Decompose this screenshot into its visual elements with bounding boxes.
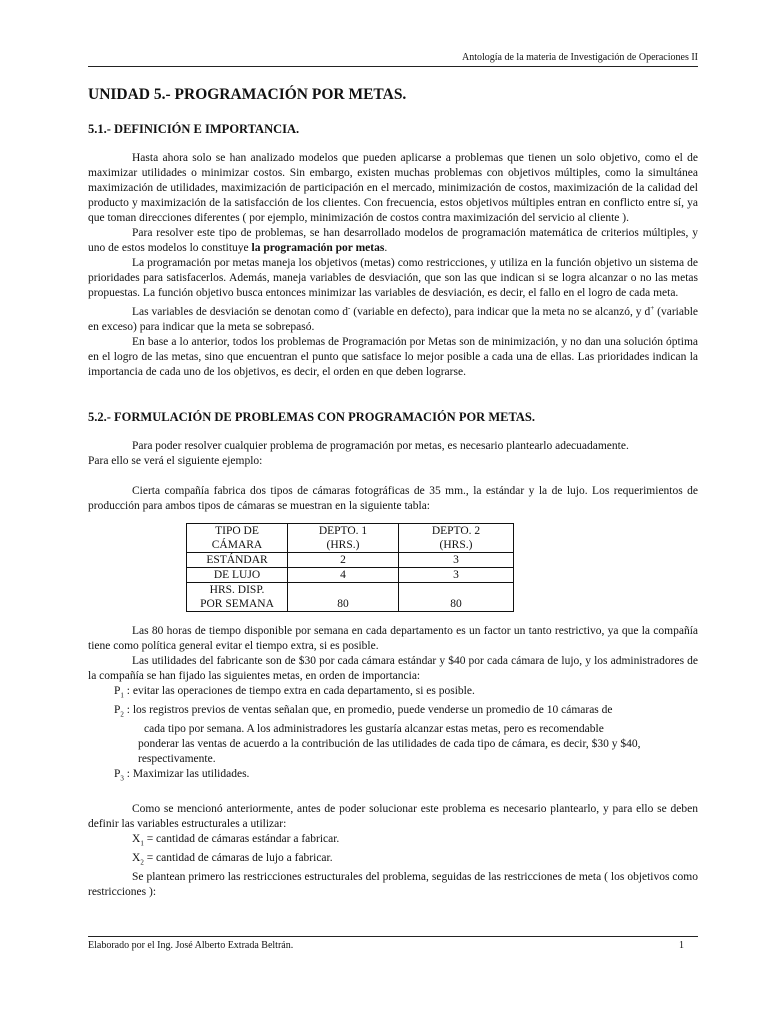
- camera-requirements-table: [186, 523, 514, 612]
- paragraph-text: Para resolver este tipo de problemas, se han desarrollado modelos de programación matemática de criterios múltiples, y uno de estos modelos lo constituye: [88, 227, 698, 254]
- paragraph: Las 80 horas de tiempo disponible por semana en cada departamento es un factor un tanto restrictivo, ya que la compañía tiene como política general evitar el tiempo extra, si es posible.: [88, 624, 698, 652]
- table-cell: ESTÁNDAR: [187, 552, 288, 567]
- table-cell: 3: [399, 567, 514, 582]
- table-row: [187, 582, 514, 611]
- paragraph-text: Las variables de desviación se denotan como d: [132, 305, 348, 318]
- goal-continuation: cada tipo por semana. A los administradores les gustaría alcanzar estas metas, pero es recomendable: [144, 723, 604, 736]
- section-heading-5-1: 5.1.- DEFINICIÓN E IMPORTANCIA.: [88, 122, 300, 136]
- superscript: -: [347, 304, 351, 312]
- running-header: Antología de la materia de Investigación de Operaciones II: [88, 52, 698, 67]
- goal-item: $P_1$ : evitar las operaciones de tiempo extra en cada departamento, si es posible.: [114, 684, 475, 700]
- goal-continuation: ponderar las ventas de acuerdo a la contribución de las utilidades de cada tipo de cámara, es decir, $30 y $40,: [138, 738, 641, 751]
- table-cell: 3: [399, 552, 514, 567]
- paragraph-text: (variable en defecto), para indicar que la meta no se alcanzó, y d: [350, 305, 651, 318]
- paragraph: [88, 301, 698, 335]
- unit-title: UNIDAD 5.- PROGRAMACIÓN POR METAS.: [88, 86, 407, 103]
- paragraph: La programación por metas maneja los objetivos (metas) como restricciones, y utiliza en la función objetivo un sistema de prioridades para satisfacerlos. Además, maneja variables de desviación, que son las que indican si se logra alcanzar o no las metas propuestas. La función objetivo busca entonces minimizar las variables de desviación, es decir, el fallo en el logro de cada meta.: [88, 257, 698, 299]
- paragraph: Para ello se verá el siguiente ejemplo:: [88, 454, 263, 467]
- table-row: [187, 567, 514, 582]
- paragraph: Como se mencionó anteriormente, antes de poder solucionar este problema es necesario plantearlo, y para ello se deben definir las variables estructurales a utilizar:: [88, 802, 698, 830]
- goal-item: $P_2$ : los registros previos de ventas señalan que, en promedio, puede venderse un promedio de 10 cámaras de: [114, 704, 613, 719]
- section-heading-5-2: 5.2.- FORMULACIÓN DE PROBLEMAS CON PROGRAMACIÓN POR METAS.: [88, 409, 535, 424]
- document-body: [88, 86, 698, 900]
- table-header-cell: DEPTO. 1 (HRS.): [288, 523, 399, 552]
- table-header-cell: DEPTO. 2 (HRS.): [399, 523, 514, 552]
- table-cell: 4: [288, 567, 399, 582]
- paragraph: Las utilidades del fabricante son de $30 por cada cámara estándar y $40 por cada cámara de lujo, y los administradores de la compañía se han fijado las siguientes metas, en orden de importancia:: [88, 654, 698, 682]
- goal-continuation: respectivamente.: [138, 753, 216, 766]
- table-cell: 80: [399, 582, 514, 611]
- footer-author: Elaborado por el Ing. José Alberto Extrada Beltrán.: [88, 940, 294, 951]
- variable-definition: $X_1$ = cantidad de cámaras estándar a fabricar.: [132, 832, 340, 848]
- page-number: 1: [679, 940, 684, 951]
- variable-definition: $X_2$ = cantidad de cámaras de lujo a fabricar.: [132, 852, 333, 867]
- table-header-row: [187, 523, 514, 552]
- superscript: +: [650, 304, 655, 312]
- paragraph: Se plantean primero las restricciones estructurales del problema, seguidas de las restricciones de meta ( los objetivos como restricciones ):: [88, 871, 698, 899]
- page-footer: [88, 936, 698, 951]
- paragraph-text: (variable en exceso) para indicar que la meta se sobrepasó.: [88, 305, 698, 333]
- paragraph: Para poder resolver cualquier problema de programación por metas, es necesario plantearlo adecuadamente.: [132, 439, 629, 452]
- paragraph: Hasta ahora solo se han analizado modelos que pueden aplicarse a problemas que tienen un solo objetivo, como el de maximizar utilidades o minimizar costos. Sin embargo, existen muchas problemas con objetivos múltiples, como la simultánea maximización de utilidades, maximización de participación en el mercado, minimización de costos, maximización de la calidad del producto y maximización de la satisfacción de los clientes. Con frecuencia, estos objetivos múltiples entran en conflicto entre sí, ya que toman direcciones diferentes ( por ejemplo, minimización de costos contra maximización del servicio al cliente ).: [88, 152, 698, 224]
- table-row: [187, 552, 514, 567]
- goals-list: [88, 684, 698, 787]
- table-cell: DE LUJO: [187, 567, 288, 582]
- paragraph: En base a lo anterior, todos los problemas de Programación por Metas son de minimización, y no dan una solución óptima en el logro de las metas, sino que encuentran el punto que satisface lo mejor posible a cada una de ellas. Las prioridades indican la importancia de cada uno de los objetivos, es decir, el orden en que deben lograrse.: [88, 335, 698, 378]
- table-cell: 2: [288, 552, 399, 567]
- paragraph: [88, 226, 698, 256]
- table-cell: HRS. DISP. POR SEMANA: [187, 582, 288, 611]
- paragraph: Cierta compañía fabrica dos tipos de cámaras fotográficas de 35 mm., la estándar y la de lujo. Los requerimientos de producción para ambos tipos de cámaras se muestran en la siguiente tabla:: [88, 484, 698, 512]
- paragraph-text: .: [384, 242, 388, 254]
- emphasized-term: la programación por metas: [251, 242, 385, 254]
- table-cell: 80: [288, 582, 399, 611]
- goal-item: $P_3$ : Maximizar las utilidades.: [114, 768, 250, 783]
- table-header-cell: TIPO DE CÁMARA: [187, 523, 288, 552]
